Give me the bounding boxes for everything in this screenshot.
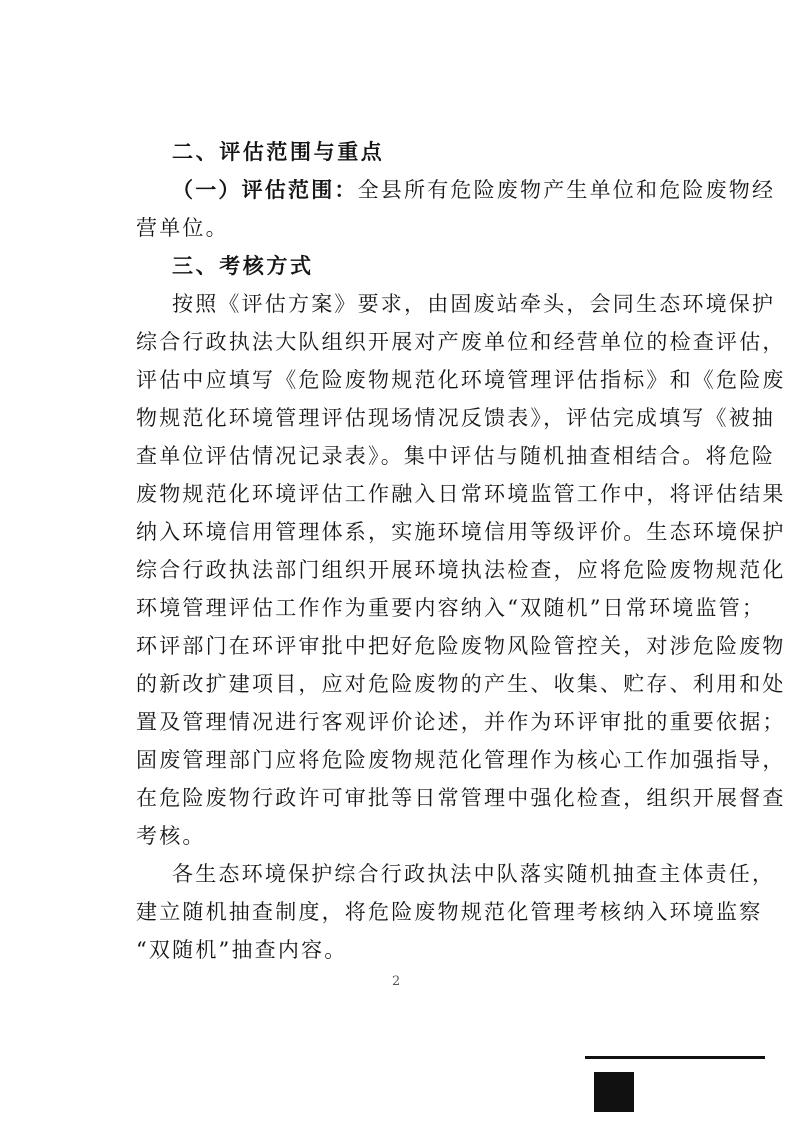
scope-text-continued: 营单位。 [136,216,229,240]
paragraph-1-line: 按照《评估方案》要求，由固废站牵头，会同生态环境保护 [172,292,776,316]
paragraph-2-line: “双随机”抽查内容。 [136,938,348,962]
footer-rule [585,1056,765,1059]
paragraph-1-line: 环境管理评估工作作为重要内容纳入“双随机”日常环境监管； [136,596,766,620]
paragraph-1-line: 物规范化环境管理评估现场情况反馈表》，评估完成填写《被抽 [136,406,776,430]
section-2-heading: 二、评估范围与重点 [172,140,385,164]
paragraph-1-line: 纳入环境信用管理体系，实施环境信用等级评价。生态环境保护 [136,520,786,544]
paragraph-1-line: 在危险废物行政许可审批等日常管理中强化检查，组织开展督查 [136,786,786,810]
paragraph-2-line: 各生态环境保护综合行政执法中队落实随机抽查主体责任， [172,862,776,886]
paragraph-1-line: 查单位评估情况记录表》。集中评估与随机抽查相结合。将危险 [136,444,776,468]
paragraph-1-line: 的新改扩建项目，应对危险废物的产生、收集、贮存、利用和处 [136,672,786,696]
paragraph-1-line: 置及管理情况进行客观评价论述，并作为环评审批的重要依据； [136,710,786,734]
section-3-heading: 三、考核方式 [172,254,314,278]
redaction-block [594,1072,634,1112]
paragraph-1-line: 废物规范化环境评估工作融入日常环境监管工作中，将评估结果 [136,482,786,506]
scope-label: （一）评估范围： [172,178,358,202]
paragraph-1-line: 综合行政执法部门组织开展环境执法检查，应将危险废物规范化 [136,558,786,582]
paragraph-1-line: 固废管理部门应将危险废物规范化管理作为核心工作加强指导， [136,748,786,772]
paragraph-1-line: 考核。 [136,824,206,848]
paragraph-2-line: 建立随机抽查制度，将危险废物规范化管理考核纳入环境监察 [136,900,763,924]
paragraph-1-line: 综合行政执法大队组织开展对产废单位和经营单位的检查评估， [136,330,786,354]
page-number: 2 [392,974,401,989]
scope-text: 全县所有危险废物产生单位和危险废物经 [357,178,776,202]
paragraph-1-line: 环评部门在环评审批中把好危险废物风险管控关，对涉危险废物 [136,634,786,658]
paragraph-1-line: 评估中应填写《危险废物规范化环境管理评估指标》和《危险废 [136,368,786,392]
scope-line [172,176,775,204]
